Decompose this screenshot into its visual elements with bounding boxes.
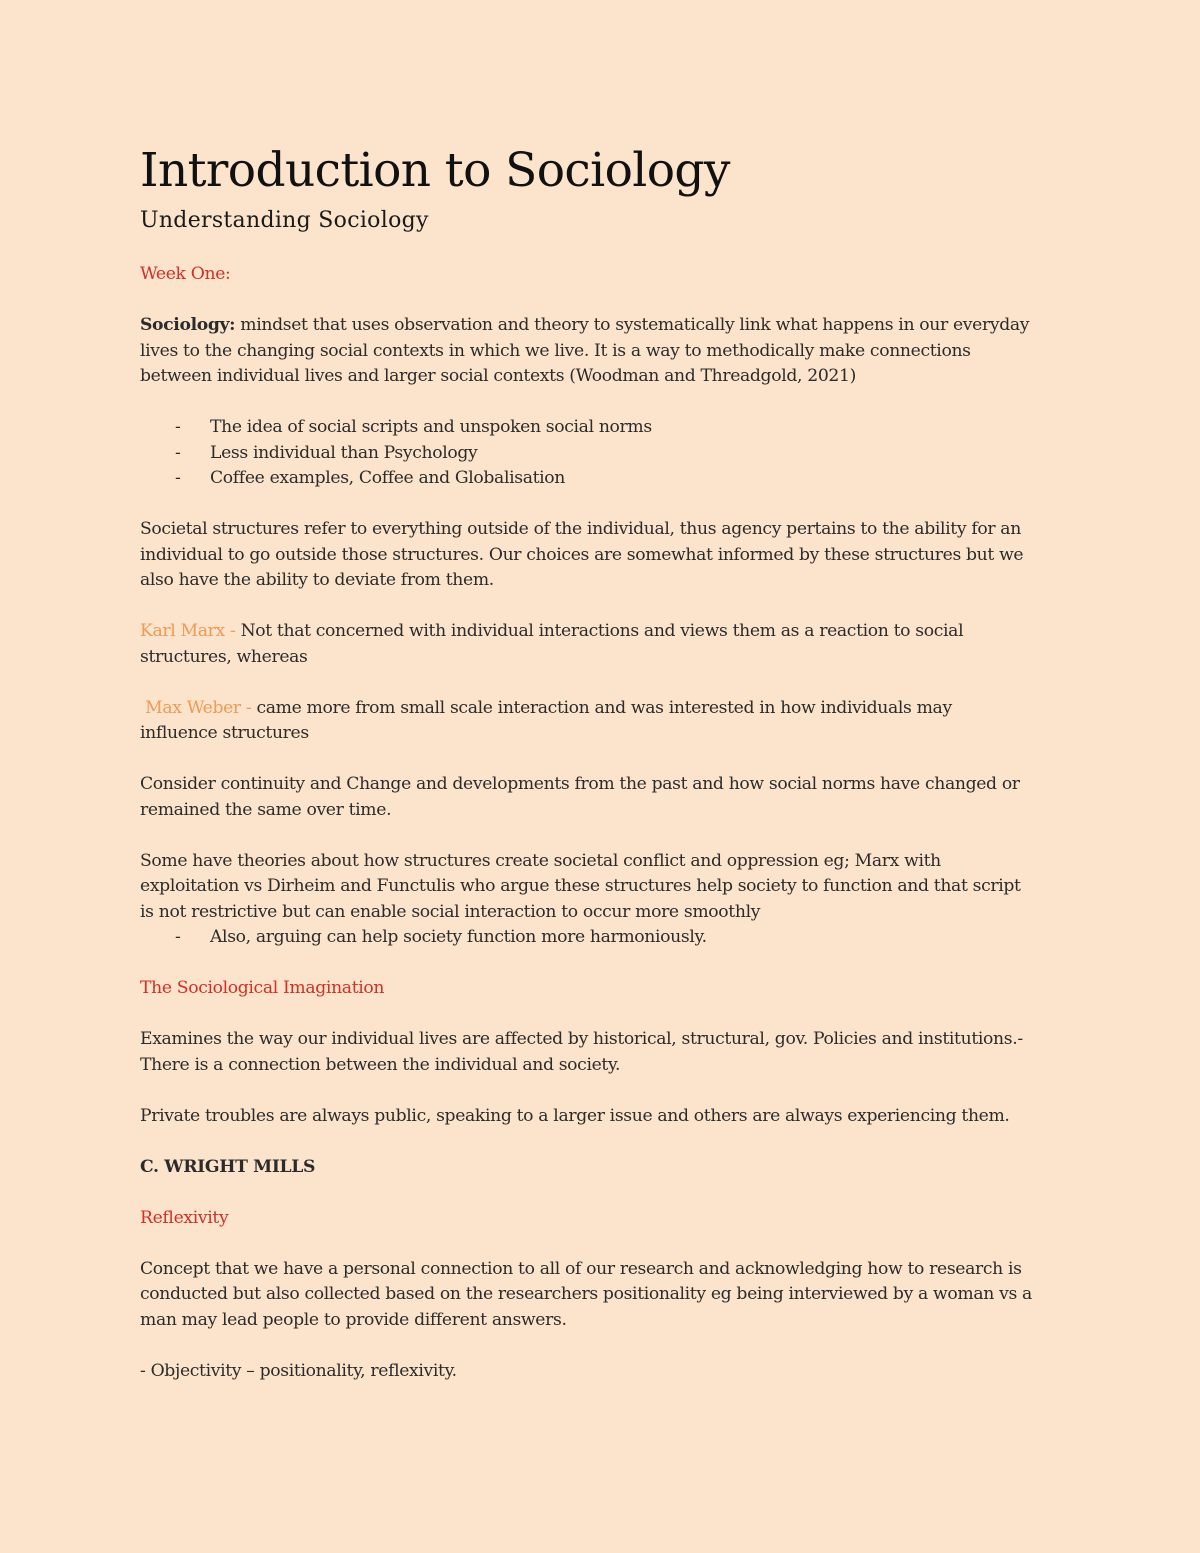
private-troubles-paragraph: Private troubles are always public, speaking to a larger issue and others are always experiencing them.	[140, 1105, 1010, 1126]
paragraph-line: Some have theories about how structures create societal conflict and oppression eg; Marx with	[140, 850, 941, 871]
paragraph-line: lives to the changing social contexts in which we live. It is a way to methodically make connections	[140, 340, 971, 361]
paragraph-line: mindset that uses observation and theory to systematically link what happens in our everyday	[235, 315, 1030, 335]
list-item: - The idea of social scripts and unspoken social norms	[210, 415, 1070, 441]
paragraph-line: individual to go outside those structures. Our choices are somewhat informed by these structures but we	[140, 544, 1024, 565]
bullet-list-arguing	[140, 925, 1070, 951]
week-heading: Week One:	[140, 264, 231, 284]
sociology-definition	[140, 313, 1070, 390]
paragraph-line: There is a connection between the individual and society.	[140, 1054, 621, 1075]
paragraph-line: exploitation vs Dirheim and Functulis who argue these structures help society to function and that script	[140, 876, 1021, 896]
paragraph-line: structures, whereas	[140, 646, 308, 667]
paragraph-line: between individual lives and larger social contexts (Woodman and Threadgold, 2021)	[140, 366, 856, 386]
continuity-paragraph	[140, 772, 1070, 823]
sociological-imagination-heading: The Sociological Imagination	[140, 978, 385, 998]
paragraph-line: Concept that we have a personal connection to all of our research and acknowledging how to research is	[140, 1258, 1022, 1279]
structures-paragraph	[140, 517, 1070, 594]
paragraph-line: came more from small scale interaction and was interested in how individuals may	[256, 697, 952, 718]
paragraph-line: also have the ability to deviate from them.	[140, 570, 494, 590]
reflexivity-heading: Reflexivity	[140, 1207, 229, 1228]
document-subtitle: Understanding Sociology	[140, 208, 429, 233]
marx-paragraph	[140, 619, 1070, 670]
paragraph-line: Societal structures refer to everything outside of the individual, thus agency pertains to the ability for an	[140, 519, 1021, 539]
paragraph-line: is not restrictive but can enable social interaction to occur more smoothly	[140, 901, 761, 922]
paragraph-line: conducted but also collected based on the researchers positionality eg being interviewed by a woman vs a	[140, 1284, 1032, 1304]
sociology-term: Sociology:	[140, 315, 236, 335]
concept-paragraph	[140, 1257, 1070, 1334]
bullet-list-social-scripts	[140, 415, 1070, 492]
paragraph-line: Not that concerned with individual interactions and views them as a reaction to social	[240, 621, 964, 641]
mills-heading: C. WRIGHT MILLS	[140, 1156, 316, 1177]
paragraph-line: Consider continuity and Change and developments from the past and how social norms have changed or	[140, 774, 1020, 794]
examines-paragraph	[140, 1027, 1070, 1078]
paragraph-line: man may lead people to provide different answers.	[140, 1309, 567, 1330]
paragraph-line: influence structures	[140, 723, 309, 743]
weber-paragraph	[140, 696, 1070, 747]
list-item: - Less individual than Psychology	[210, 441, 1070, 467]
list-item: - Also, arguing can help society function more harmoniously.	[210, 925, 1070, 951]
objectivity-line: - Objectivity – positionality, reflexivity.	[140, 1360, 457, 1381]
list-item: - Coffee examples, Coffee and Globalisation	[210, 466, 1070, 492]
paragraph-line: remained the same over time.	[140, 799, 392, 820]
theories-paragraph	[140, 849, 1070, 926]
weber-name: Max Weber -	[140, 697, 257, 718]
document-page	[140, 140, 1070, 1384]
marx-name: Karl Marx -	[140, 621, 241, 641]
document-title: Introduction to Sociology	[140, 143, 730, 198]
paragraph-line: Examines the way our individual lives are affected by historical, structural, gov. Policies and institutions.-	[140, 1029, 1023, 1049]
